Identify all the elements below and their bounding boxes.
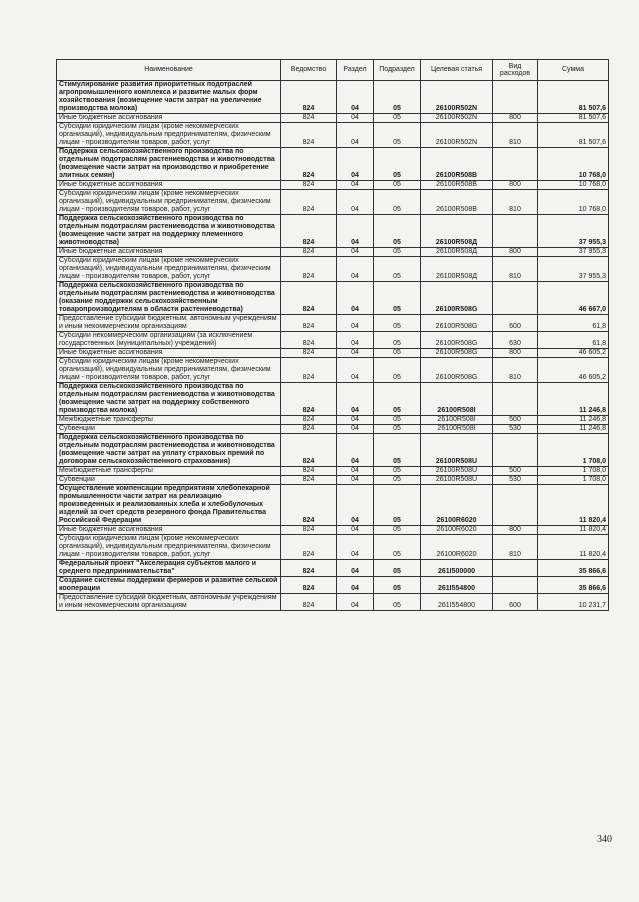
row-vid-cell — [493, 485, 538, 526]
row-name-cell: Создание системы поддержки фермеров и развитие сельской кооперации — [57, 577, 281, 594]
row-razdel-cell: 04 — [337, 248, 374, 257]
row-statya-cell: 26100R508U — [421, 434, 493, 467]
row-razdel-cell: 04 — [337, 416, 374, 425]
row-statya-cell: 26100R508Д — [421, 257, 493, 282]
row-name-cell: Поддержка сельскохозяйственного производства по отдельным подотраслям растениеводства и животноводства (возмещение части затрат на уплату страховых премий по договорам сельскохозяйственного страхования) — [57, 434, 281, 467]
row-podrazdel-cell: 05 — [374, 485, 421, 526]
row-name-cell: Межбюджетные трансферты — [57, 416, 281, 425]
row-podrazdel-cell: 05 — [374, 577, 421, 594]
row-statya-cell: 26100R508G — [421, 332, 493, 349]
row-ved-cell: 824 — [281, 349, 337, 358]
row-razdel-cell: 04 — [337, 215, 374, 248]
row-vid-cell: 800 — [493, 526, 538, 535]
budget-table — [56, 59, 609, 611]
row-statya-cell: 26100R508U — [421, 467, 493, 476]
table-row — [57, 594, 609, 611]
row-name-cell: Стимулирование развития приоритетных подотраслей агропромышленного комплекса и развитие малых форм хозяйствования (возмещение части затрат на увеличение производства молока) — [57, 81, 281, 114]
row-summa-cell: 11 820,4 — [538, 535, 609, 560]
row-statya-cell: 26100R508B — [421, 190, 493, 215]
row-vid-cell: 800 — [493, 349, 538, 358]
row-vid-cell — [493, 434, 538, 467]
row-ved-cell: 824 — [281, 257, 337, 282]
row-ved-cell: 824 — [281, 358, 337, 383]
table-row — [57, 332, 609, 349]
table-row — [57, 467, 609, 476]
row-name-cell: Поддержка сельскохозяйственного производства по отдельным подотраслям растениеводства и животноводства (оказание поддержки сельскохозяйственным товаропроизводителям в области растениеводства) — [57, 282, 281, 315]
row-razdel-cell: 04 — [337, 332, 374, 349]
row-razdel-cell: 04 — [337, 467, 374, 476]
row-summa-cell: 11 820,4 — [538, 485, 609, 526]
row-podrazdel-cell: 05 — [374, 248, 421, 257]
table-row — [57, 114, 609, 123]
row-podrazdel-cell: 05 — [374, 358, 421, 383]
row-vid-cell: 810 — [493, 358, 538, 383]
row-ved-cell: 824 — [281, 81, 337, 114]
row-summa-cell: 1 708,0 — [538, 434, 609, 467]
row-vid-cell: 500 — [493, 416, 538, 425]
row-podrazdel-cell: 05 — [374, 190, 421, 215]
row-summa-cell: 81 507,6 — [538, 123, 609, 148]
row-ved-cell: 824 — [281, 485, 337, 526]
row-vid-cell: 800 — [493, 248, 538, 257]
row-ved-cell: 824 — [281, 416, 337, 425]
table-row — [57, 315, 609, 332]
table-row — [57, 535, 609, 560]
row-razdel-cell: 04 — [337, 560, 374, 577]
row-ved-cell: 824 — [281, 434, 337, 467]
row-vid-cell: 600 — [493, 315, 538, 332]
row-podrazdel-cell: 05 — [374, 349, 421, 358]
row-podrazdel-cell: 05 — [374, 114, 421, 123]
row-podrazdel-cell: 05 — [374, 425, 421, 434]
row-vid-cell — [493, 577, 538, 594]
row-vid-cell: 530 — [493, 476, 538, 485]
row-summa-cell: 37 955,3 — [538, 257, 609, 282]
row-vid-cell: 530 — [493, 425, 538, 434]
row-razdel-cell: 04 — [337, 181, 374, 190]
row-name-cell: Поддержка сельскохозяйственного производства по отдельным подотраслям растениеводства и животноводства (возмещение части затрат на поддержку племенного животноводства) — [57, 215, 281, 248]
row-summa-cell: 81 507,6 — [538, 114, 609, 123]
row-razdel-cell: 04 — [337, 257, 374, 282]
row-name-cell: Федеральный проект "Акселерация субъектов малого и среднего предпринимательства" — [57, 560, 281, 577]
row-statya-cell: 26100R502N — [421, 81, 493, 114]
row-summa-cell: 81 507,6 — [538, 81, 609, 114]
row-ved-cell: 824 — [281, 425, 337, 434]
row-summa-cell: 35 866,6 — [538, 560, 609, 577]
row-ved-cell: 824 — [281, 467, 337, 476]
row-statya-cell: 261I554800 — [421, 577, 493, 594]
row-podrazdel-cell: 05 — [374, 215, 421, 248]
table-row — [57, 181, 609, 190]
column-header-name: Наименование — [57, 60, 281, 81]
row-ved-cell: 824 — [281, 383, 337, 416]
row-ved-cell: 824 — [281, 577, 337, 594]
row-statya-cell: 26100R508Д — [421, 215, 493, 248]
row-razdel-cell: 04 — [337, 315, 374, 332]
row-name-cell: Предоставление субсидий бюджетным, автономным учреждениям и иным некоммерческим организациям — [57, 315, 281, 332]
table-row — [57, 416, 609, 425]
row-razdel-cell: 04 — [337, 190, 374, 215]
row-ved-cell: 824 — [281, 332, 337, 349]
row-statya-cell: 26100R508G — [421, 315, 493, 332]
row-vid-cell: 810 — [493, 190, 538, 215]
row-name-cell: Иные бюджетные ассигнования — [57, 248, 281, 257]
column-header-vid: Вид расходов — [493, 60, 538, 81]
row-vid-cell — [493, 383, 538, 416]
row-podrazdel-cell: 05 — [374, 282, 421, 315]
row-razdel-cell: 04 — [337, 577, 374, 594]
table-row — [57, 383, 609, 416]
column-header-statya: Целевая статья — [421, 60, 493, 81]
table-row — [57, 485, 609, 526]
row-ved-cell: 824 — [281, 148, 337, 181]
table-row — [57, 476, 609, 485]
row-ved-cell: 824 — [281, 181, 337, 190]
row-podrazdel-cell: 05 — [374, 416, 421, 425]
row-ved-cell: 824 — [281, 215, 337, 248]
row-podrazdel-cell: 05 — [374, 594, 421, 611]
row-razdel-cell: 04 — [337, 114, 374, 123]
row-summa-cell: 11 820,4 — [538, 526, 609, 535]
row-podrazdel-cell: 05 — [374, 526, 421, 535]
row-vid-cell: 800 — [493, 181, 538, 190]
row-podrazdel-cell: 05 — [374, 434, 421, 467]
column-header-summa: Сумма — [538, 60, 609, 81]
row-podrazdel-cell: 05 — [374, 535, 421, 560]
row-razdel-cell: 04 — [337, 434, 374, 467]
row-name-cell: Предоставление субсидий бюджетным, автономным учреждениям и иным некоммерческим организациям — [57, 594, 281, 611]
row-ved-cell: 824 — [281, 476, 337, 485]
row-podrazdel-cell: 05 — [374, 383, 421, 416]
row-name-cell: Субсидии юридическим лицам (кроме некоммерческих организаций), индивидуальным предпринимателям, физическим лицам - производителям товаров, работ, услуг — [57, 190, 281, 215]
row-podrazdel-cell: 05 — [374, 332, 421, 349]
row-vid-cell: 630 — [493, 332, 538, 349]
row-summa-cell: 11 246,8 — [538, 383, 609, 416]
row-ved-cell: 824 — [281, 560, 337, 577]
row-ved-cell: 824 — [281, 535, 337, 560]
row-vid-cell: 810 — [493, 535, 538, 560]
row-podrazdel-cell: 05 — [374, 476, 421, 485]
row-summa-cell: 46 605,2 — [538, 358, 609, 383]
row-statya-cell: 261I500000 — [421, 560, 493, 577]
row-razdel-cell: 04 — [337, 594, 374, 611]
row-ved-cell: 824 — [281, 114, 337, 123]
row-statya-cell: 26100R508I — [421, 416, 493, 425]
row-name-cell: Иные бюджетные ассигнования — [57, 526, 281, 535]
row-summa-cell: 11 246,8 — [538, 416, 609, 425]
row-summa-cell: 37 955,3 — [538, 248, 609, 257]
row-podrazdel-cell: 05 — [374, 123, 421, 148]
row-summa-cell: 1 708,0 — [538, 467, 609, 476]
column-header-razdel: Раздел — [337, 60, 374, 81]
row-statya-cell: 26100R6020 — [421, 526, 493, 535]
row-razdel-cell: 04 — [337, 349, 374, 358]
row-statya-cell: 26100R502N — [421, 114, 493, 123]
row-statya-cell: 26100R508B — [421, 148, 493, 181]
row-statya-cell: 26100R6020 — [421, 535, 493, 560]
table-row — [57, 190, 609, 215]
row-razdel-cell: 04 — [337, 535, 374, 560]
row-summa-cell: 37 955,3 — [538, 215, 609, 248]
row-podrazdel-cell: 05 — [374, 81, 421, 114]
row-summa-cell: 10 768,0 — [538, 190, 609, 215]
row-vid-cell — [493, 81, 538, 114]
row-razdel-cell: 04 — [337, 425, 374, 434]
row-statya-cell: 26100R502N — [421, 123, 493, 148]
table-row — [57, 577, 609, 594]
row-summa-cell: 61,8 — [538, 315, 609, 332]
row-statya-cell: 26100R6020 — [421, 485, 493, 526]
row-ved-cell: 824 — [281, 282, 337, 315]
table-row — [57, 257, 609, 282]
table-row — [57, 434, 609, 467]
row-statya-cell: 26100R508G — [421, 358, 493, 383]
table-header-row — [57, 60, 609, 81]
row-ved-cell: 824 — [281, 123, 337, 148]
row-name-cell: Субсидии юридическим лицам (кроме некоммерческих организаций), индивидуальным предпринимателям, физическим лицам - производителям товаров, работ, услуг — [57, 535, 281, 560]
row-ved-cell: 824 — [281, 526, 337, 535]
row-name-cell: Субвенции — [57, 476, 281, 485]
row-vid-cell: 600 — [493, 594, 538, 611]
row-name-cell: Поддержка сельскохозяйственного производства по отдельным подотраслям растениеводства и животноводства (возмещение части затрат на производство и приобретение элитных семян) — [57, 148, 281, 181]
row-podrazdel-cell: 05 — [374, 181, 421, 190]
row-vid-cell — [493, 560, 538, 577]
table-row — [57, 349, 609, 358]
row-summa-cell: 1 708,0 — [538, 476, 609, 485]
row-name-cell: Субвенции — [57, 425, 281, 434]
table-row — [57, 123, 609, 148]
row-vid-cell: 800 — [493, 114, 538, 123]
row-summa-cell: 10 768,0 — [538, 181, 609, 190]
row-name-cell: Межбюджетные трансферты — [57, 467, 281, 476]
row-name-cell: Субсидии юридическим лицам (кроме некоммерческих организаций), индивидуальным предпринимателям, физическим лицам - производителям товаров, работ, услуг — [57, 257, 281, 282]
row-ved-cell: 824 — [281, 190, 337, 215]
row-statya-cell: 26100R508U — [421, 476, 493, 485]
column-header-podrazdel: Подраздел — [374, 60, 421, 81]
row-statya-cell: 261I554800 — [421, 594, 493, 611]
row-name-cell: Осуществление компенсации предприятиям хлебопекарной промышленности части затрат на реализацию произведенных и реализованных хлеба и хлебобулочных изделий за счет средств резервного фонда Правительства Российской Федерации — [57, 485, 281, 526]
row-name-cell: Субсидии юридическим лицам (кроме некоммерческих организаций), индивидуальным предпринимателям, физическим лицам - производителям товаров, работ, услуг — [57, 123, 281, 148]
row-vid-cell: 810 — [493, 123, 538, 148]
row-razdel-cell: 04 — [337, 123, 374, 148]
row-vid-cell — [493, 148, 538, 181]
row-vid-cell: 500 — [493, 467, 538, 476]
table-row — [57, 526, 609, 535]
table-row — [57, 282, 609, 315]
table-row — [57, 248, 609, 257]
row-name-cell: Иные бюджетные ассигнования — [57, 349, 281, 358]
row-statya-cell: 26100R508G — [421, 349, 493, 358]
row-ved-cell: 824 — [281, 594, 337, 611]
table-body — [57, 81, 609, 611]
table-row — [57, 560, 609, 577]
row-podrazdel-cell: 05 — [374, 560, 421, 577]
row-razdel-cell: 04 — [337, 282, 374, 315]
table-row — [57, 358, 609, 383]
page-number: 340 — [597, 834, 612, 845]
row-summa-cell: 46 605,2 — [538, 349, 609, 358]
row-summa-cell: 10 231,7 — [538, 594, 609, 611]
row-razdel-cell: 04 — [337, 485, 374, 526]
row-statya-cell: 26100R508Д — [421, 248, 493, 257]
row-razdel-cell: 04 — [337, 383, 374, 416]
row-ved-cell: 824 — [281, 248, 337, 257]
row-summa-cell: 11 246,8 — [538, 425, 609, 434]
table-row — [57, 81, 609, 114]
table-row — [57, 148, 609, 181]
row-summa-cell: 35 866,6 — [538, 577, 609, 594]
row-statya-cell: 26100R508I — [421, 383, 493, 416]
row-podrazdel-cell: 05 — [374, 148, 421, 181]
row-statya-cell: 26100R508B — [421, 181, 493, 190]
row-summa-cell: 10 768,0 — [538, 148, 609, 181]
row-podrazdel-cell: 05 — [374, 257, 421, 282]
row-name-cell: Субсидии некоммерческим организациям (за исключением государственных (муниципальных) учреждений) — [57, 332, 281, 349]
table-row — [57, 215, 609, 248]
row-statya-cell: 26100R508G — [421, 282, 493, 315]
row-razdel-cell: 04 — [337, 81, 374, 114]
row-razdel-cell: 04 — [337, 148, 374, 181]
row-statya-cell: 26100R508I — [421, 425, 493, 434]
row-name-cell: Иные бюджетные ассигнования — [57, 181, 281, 190]
row-name-cell: Поддержка сельскохозяйственного производства по отдельным подотраслям растениеводства и животноводства (возмещение части затрат на поддержку собственного производства молока) — [57, 383, 281, 416]
row-razdel-cell: 04 — [337, 476, 374, 485]
row-summa-cell: 46 667,0 — [538, 282, 609, 315]
row-razdel-cell: 04 — [337, 526, 374, 535]
column-header-ved: Ведомство — [281, 60, 337, 81]
row-podrazdel-cell: 05 — [374, 467, 421, 476]
row-name-cell: Иные бюджетные ассигнования — [57, 114, 281, 123]
row-podrazdel-cell: 05 — [374, 315, 421, 332]
row-summa-cell: 61,8 — [538, 332, 609, 349]
row-name-cell: Субсидии юридическим лицам (кроме некоммерческих организаций), индивидуальным предпринимателям, физическим лицам - производителям товаров, работ, услуг — [57, 358, 281, 383]
row-razdel-cell: 04 — [337, 358, 374, 383]
row-vid-cell: 810 — [493, 257, 538, 282]
row-vid-cell — [493, 215, 538, 248]
table-row — [57, 425, 609, 434]
row-vid-cell — [493, 282, 538, 315]
row-ved-cell: 824 — [281, 315, 337, 332]
